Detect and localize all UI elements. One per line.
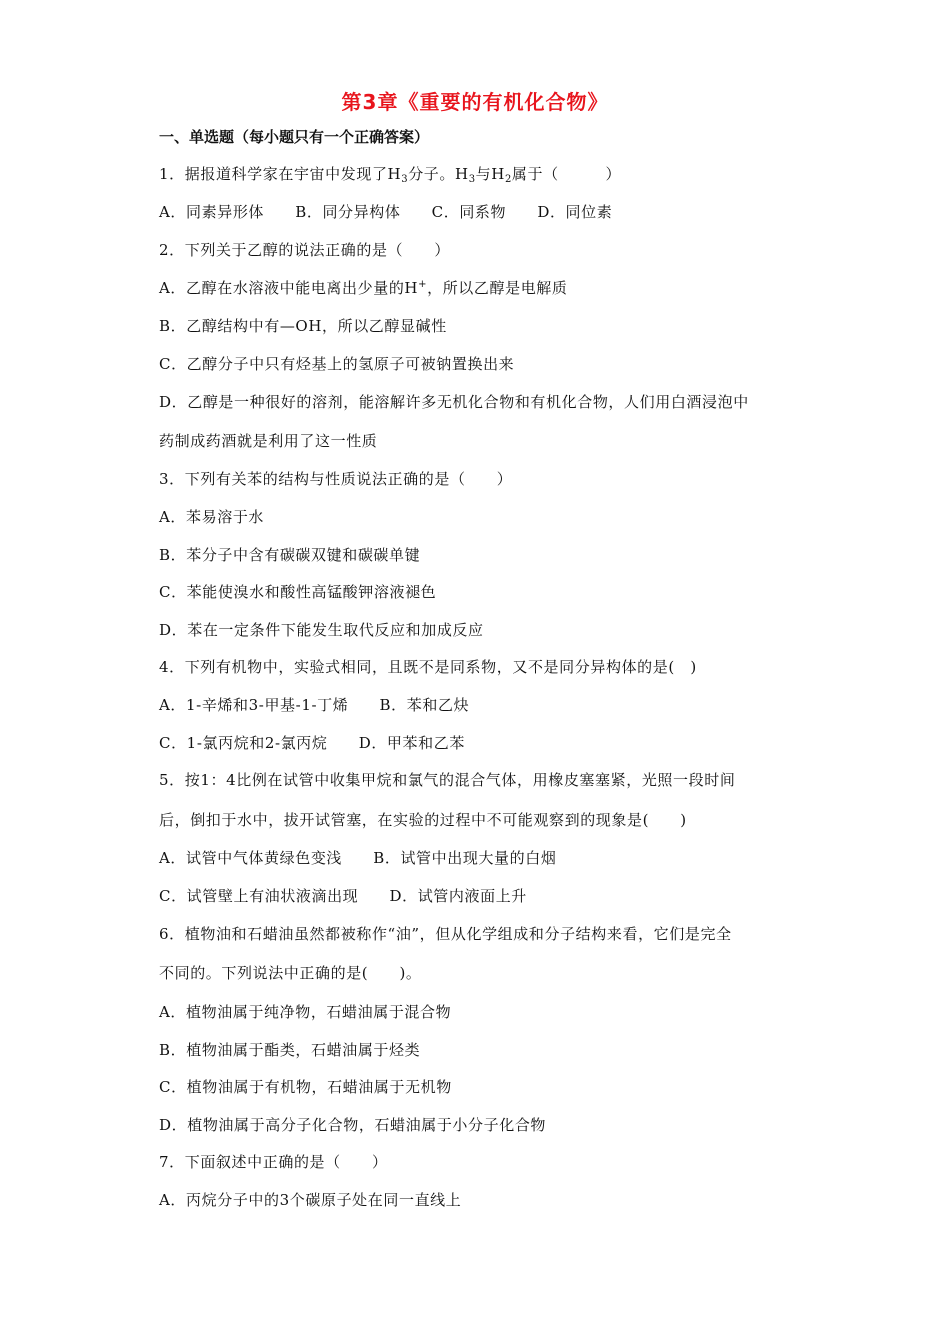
question-5: 5．按1：4比例在试管中收集甲烷和氯气的混合气体，用橡皮塞塞紧，光照一段时间 [159, 771, 736, 789]
question-6-option-d: D．植物油属于高分子化合物，石蜡油属于小分子化合物 [159, 1116, 547, 1134]
question-7-option-a: A．丙烷分子中的3个碳原子处在同一直线上 [159, 1191, 462, 1209]
question-4-options-ab: A．1-辛烯和3-甲基-1-丁烯 B．苯和乙炔 [159, 696, 470, 714]
question-6: 6．植物油和石蜡油虽然都被称作“油”，但从化学组成和分子结构来看，它们是完全 [159, 925, 732, 943]
question-5-cont: 后，倒扣于水中，拔开试管塞，在实验的过程中不可能观察到的现象是( ) [159, 811, 687, 829]
question-3-option-c: C．苯能使溴水和酸性高锰酸钾溶液褪色 [159, 583, 437, 601]
question-1-options: A．同素异形体 B．同分异构体 C．同系物 D．同位素 [159, 203, 613, 221]
page-title: 第3章《重要的有机化合物》 [341, 90, 609, 114]
question-2-option-c: C．乙醇分子中只有烃基上的氢原子可被钠置换出来 [159, 355, 515, 373]
question-2-option-d: D．乙醇是一种很好的溶剂，能溶解许多无机化合物和有机化合物，人们用白酒浸泡中 [159, 393, 749, 411]
question-2-option-b: B．乙醇结构中有—OH，所以乙醇显碱性 [159, 317, 447, 335]
question-6-option-a: A．植物油属于纯净物，石蜡油属于混合物 [159, 1003, 452, 1021]
question-4: 4．下列有机物中，实验式相同，且既不是同系物，又不是同分异构体的是( ) [159, 658, 697, 676]
question-2: 2．下列关于乙醇的说法正确的是（ ） [159, 241, 450, 259]
question-6-cont: 不同的。下列说法中正确的是( )。 [159, 964, 422, 982]
section-heading: 一、单选题（每小题只有一个正确答案） [159, 128, 430, 146]
question-3-option-d: D．苯在一定条件下能发生取代反应和加成反应 [159, 621, 484, 639]
question-2-option-a: A．乙醇在水溶液中能电离出少量的H+，所以乙醇是电解质 [159, 279, 568, 297]
question-3-option-a: A．苯易溶于水 [159, 508, 265, 526]
question-4-options-cd: C．1-氯丙烷和2-氯丙烷 D．甲苯和乙苯 [159, 734, 465, 752]
question-3: 3．下列有关苯的结构与性质说法正确的是（ ） [159, 470, 513, 488]
question-2-option-d-cont: 药制成药酒就是利用了这一性质 [159, 432, 378, 450]
question-6-option-b: B．植物油属于酯类，石蜡油属于烃类 [159, 1041, 421, 1059]
question-1: 1．据报道科学家在宇宙中发现了$H_3$分子。$H_3$与$H_2$属于（ ） [159, 165, 622, 185]
question-7: 7．下面叙述中正确的是（ ） [159, 1153, 388, 1171]
question-3-option-b: B．苯分子中含有碳碳双键和碳碳单键 [159, 546, 421, 564]
question-5-options-cd: C．试管壁上有油状液滴出现 D．试管内液面上升 [159, 887, 527, 905]
question-5-options-ab: A．试管中气体黄绿色变浅 B．试管中出现大量的白烟 [159, 849, 557, 867]
question-6-option-c: C．植物油属于有机物，石蜡油属于无机物 [159, 1078, 452, 1096]
